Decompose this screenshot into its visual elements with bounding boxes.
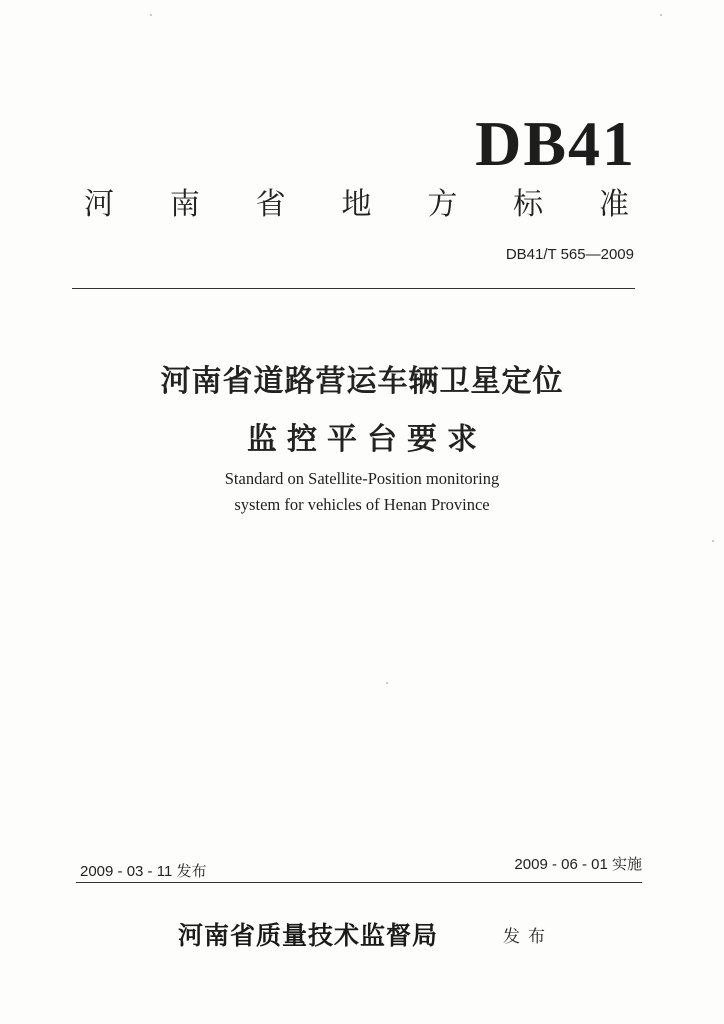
- standard-code-logo: DB41: [475, 108, 636, 179]
- scan-speck: [386, 682, 388, 684]
- standard-type-char: 方: [427, 187, 458, 222]
- issue-date: 2009 - 03 - 11 发布: [80, 863, 207, 880]
- scan-speck: [712, 540, 714, 542]
- standard-type-char: 南: [169, 187, 200, 222]
- footer-divider: [76, 882, 642, 883]
- title-chinese-line-2: 监控平台要求: [247, 422, 487, 457]
- effective-date: 2009 - 06 - 01 实施: [514, 856, 642, 873]
- standard-type-char: 标: [513, 187, 544, 222]
- header-divider: [72, 288, 635, 289]
- title-chinese-line-1: 河南省道路营运车辆卫星定位: [160, 364, 564, 399]
- standard-type-char: 河: [84, 187, 114, 222]
- standard-type-char: 准: [598, 187, 629, 222]
- publisher-name: 河南省质量技术监督局: [178, 921, 439, 950]
- standard-type-char: 省: [255, 187, 286, 222]
- scan-speck: [150, 14, 152, 16]
- title-english-line-1: Standard on Satellite-Position monitoring: [224, 469, 500, 488]
- standard-number: DB41/T 565—2009: [505, 246, 634, 263]
- title-english-line-2: system for vehicles of Henan Province: [234, 495, 490, 514]
- title-english: [0, 466, 724, 518]
- scan-speck: [660, 14, 662, 16]
- standard-type-char: 地: [341, 187, 372, 222]
- standard-type-heading: [84, 187, 629, 222]
- publish-label: 发布: [503, 927, 553, 947]
